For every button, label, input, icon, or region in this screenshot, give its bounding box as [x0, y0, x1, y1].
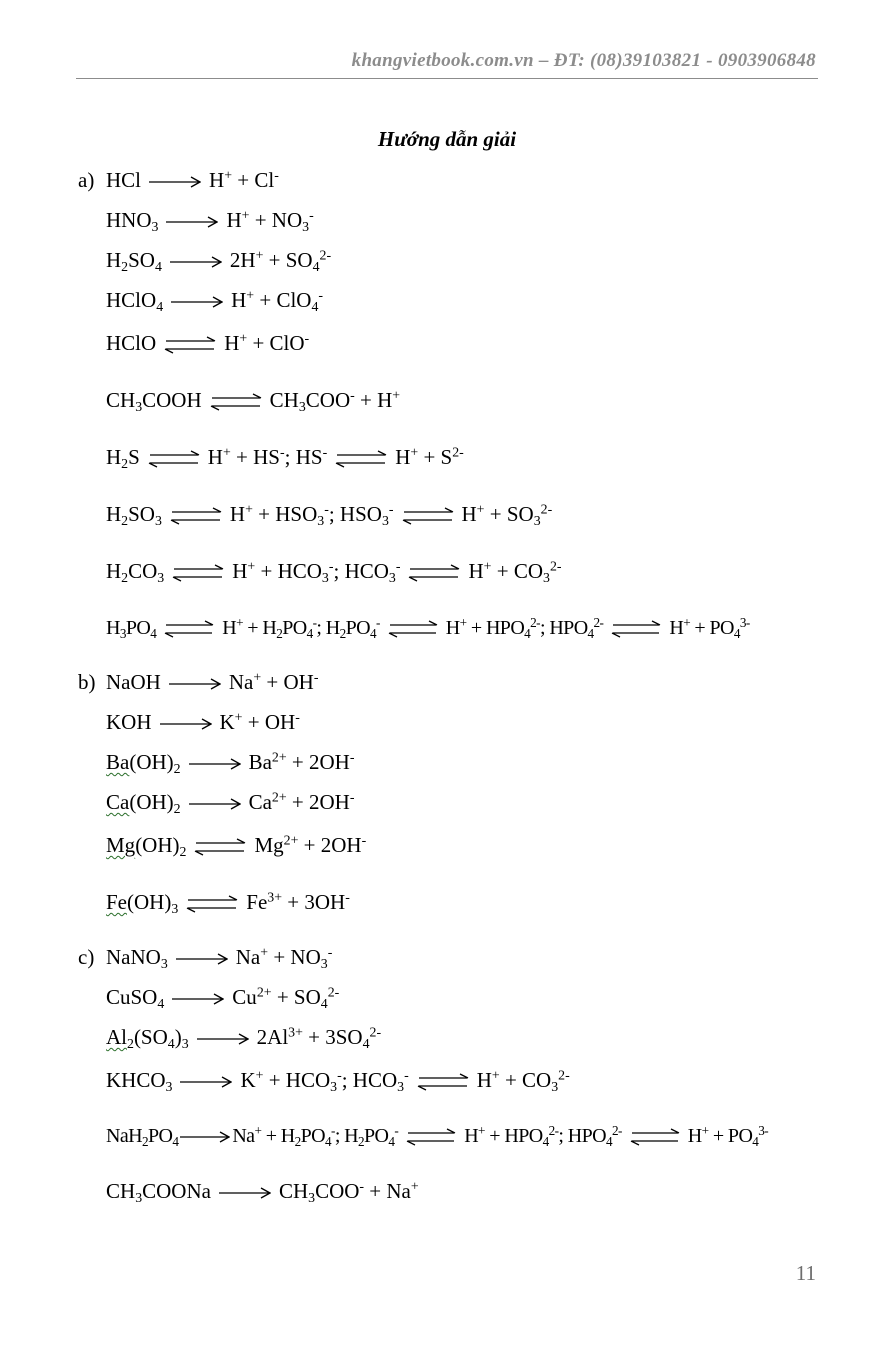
arrow-icon	[219, 1186, 271, 1200]
arrow-icon	[180, 1130, 230, 1144]
equilibrium-arrow-icon	[148, 450, 200, 468]
equation-khco3: $KHCO_3$ $K^+ + HCO_3^-$; $HCO_3^-$ $H^+ + CO_3^{2-}$	[106, 1067, 570, 1095]
equation-h2so3: $H_2SO_3$ $H^+ + HSO_3^-$; $HSO_3^-$ $H^+ + SO_3^{2-}$	[106, 501, 553, 529]
equilibrium-arrow-icon	[186, 895, 238, 913]
equation-nah2po4: $NaH_2PO_4$ $Na^+ + H_2PO_4^-$; $H_2PO_4^-$ $H^+ + HPO_4^{2-}$; $HPO_4^{2-}$ $H^+ + PO_4^{3-}$	[106, 1122, 769, 1149]
arrow-icon	[171, 295, 223, 309]
equation-mgoh2: $Mg(OH)_2$ $Mg^{2+} + 2OH^-$	[106, 832, 367, 860]
equilibrium-arrow-icon	[164, 336, 216, 354]
arrow-icon	[172, 992, 224, 1006]
equation-ch3cooh: $CH_3COOH$ $CH_3COO^- + H^+$	[106, 387, 401, 415]
equation-cuso4: CuSO$_4$ $Cu^{2+} + SO_4^{2-}$	[106, 984, 340, 1012]
equation-al2so43: $Al_2(SO_4)_3$ $2Al^{3+} + 3SO_4^{2-}$	[106, 1024, 382, 1052]
arrow-icon	[180, 1075, 232, 1089]
arrow-icon	[149, 175, 201, 189]
equilibrium-arrow-icon	[408, 564, 460, 582]
header-rule	[76, 78, 818, 79]
equilibrium-arrow-icon	[406, 1128, 456, 1146]
equation-ch3coona: $CH_3COONa$ $CH_3COO^- + Na^+$	[106, 1178, 419, 1206]
equilibrium-arrow-icon	[630, 1128, 680, 1146]
arrow-icon	[169, 677, 221, 691]
equation-h3po4: $H_3PO_4$ $H^+ + H_2PO_4^-$; $H_2PO_4^-$ $H^+ + HPO_4^{2-}$; $HPO_4^{2-}$ $H^+ + PO_4^{3-}$	[106, 614, 750, 641]
section-title: Hướng dẫn giải	[377, 127, 517, 151]
label-c: c)	[78, 945, 95, 969]
equilibrium-arrow-icon	[417, 1073, 469, 1091]
page-number: 11	[795, 1261, 816, 1285]
equilibrium-arrow-icon	[335, 450, 387, 468]
equilibrium-arrow-icon	[194, 838, 246, 856]
arrow-icon	[160, 717, 212, 731]
equation-koh: KOH K+ + OH-	[106, 709, 300, 734]
equation-hcl: HCl H+ + Cl-	[106, 167, 279, 192]
arrow-icon	[166, 215, 218, 229]
equilibrium-arrow-icon	[210, 393, 262, 411]
equation-feoh3: $Fe(OH)_3$ $Fe^{3+} + 3OH^-$	[106, 889, 350, 917]
equilibrium-arrow-icon	[172, 564, 224, 582]
arrow-icon	[176, 952, 228, 966]
arrow-icon	[170, 255, 222, 269]
equilibrium-arrow-icon	[164, 620, 214, 638]
equation-baoh2: $Ba(OH)_2$ $Ba^{2+} + 2OH^-$	[106, 749, 355, 777]
equation-caoh2: $Ca(OH)_2$ $Ca^{2+} + 2OH^-$	[106, 789, 355, 817]
equilibrium-arrow-icon	[388, 620, 438, 638]
equation-naoh: NaOH Na+ + OH-	[106, 669, 319, 694]
arrow-icon	[197, 1032, 249, 1046]
arrow-icon	[189, 797, 241, 811]
equation-h2s: $H_2S$ H+ + HS-; HS- $H^+ + S^{2-}$	[106, 444, 464, 472]
arrow-icon	[189, 757, 241, 771]
equation-hclo: HClO H+ + ClO-	[106, 330, 310, 355]
header-text: khangvietbook.com.vn – ĐT: (08)39103821 - 0903906848	[351, 50, 816, 71]
equation-hclo4: HClO$_4$ H+ + ClO$_4$-	[106, 287, 324, 315]
label-a: a)	[78, 168, 95, 192]
equation-h2so4: $H_2SO_4$ $2H^+ + SO_4^{2-}$	[106, 247, 332, 275]
equilibrium-arrow-icon	[170, 507, 222, 525]
equation-hno3: $HNO_3$ $H^+ + NO_3^-$	[106, 207, 314, 235]
equilibrium-arrow-icon	[611, 620, 661, 638]
equilibrium-arrow-icon	[402, 507, 454, 525]
equation-h2co3: $H_2CO_3$ $H^+ + HCO_3^-$; $HCO_3^-$ $H^+ + CO_3^{2-}$	[106, 558, 562, 586]
equation-nano3: NaNO$_3$ $Na^+ + NO_3^-$	[106, 944, 333, 972]
label-b: b)	[78, 670, 96, 694]
